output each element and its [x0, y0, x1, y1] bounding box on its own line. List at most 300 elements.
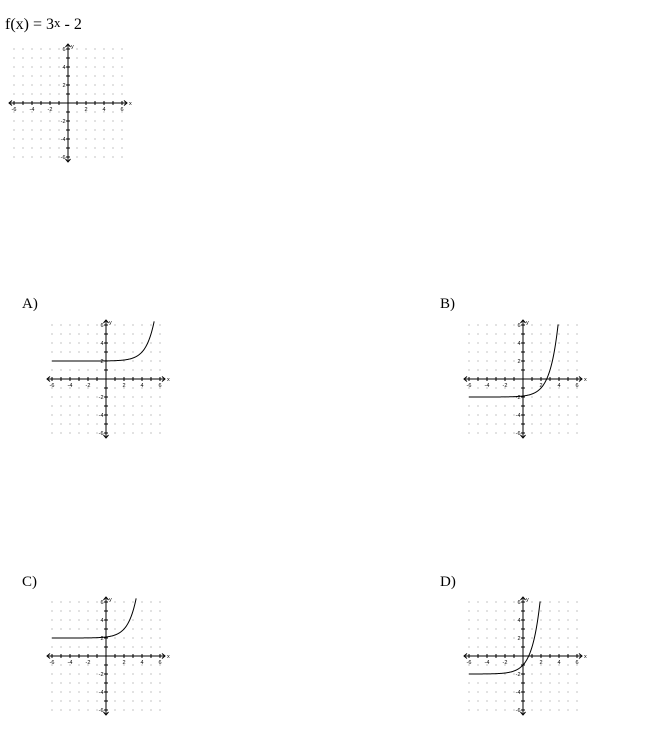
grid-dot: [478, 683, 479, 684]
grid-dot: [79, 352, 80, 353]
grid-dot: [50, 94, 51, 95]
grid-dot: [70, 629, 71, 630]
grid-dot: [568, 647, 569, 648]
y-tick-label: 4: [100, 618, 104, 624]
grid-dot: [478, 701, 479, 702]
grid-dot: [568, 343, 569, 344]
grid-dot: [514, 343, 515, 344]
grid-dot: [61, 433, 62, 434]
x-tick-label: -4: [67, 383, 73, 389]
grid-dot: [541, 424, 542, 425]
grid-dot: [541, 647, 542, 648]
grid-dot: [79, 325, 80, 326]
grid-dot: [577, 620, 578, 621]
grid-dot: [23, 148, 24, 149]
grid-dot: [550, 620, 551, 621]
grid-dot: [532, 638, 533, 639]
y-tick-label: 2: [517, 636, 521, 642]
grid-dot: [541, 397, 542, 398]
grid-dot: [61, 647, 62, 648]
choice-b-graph[interactable]: [460, 316, 586, 442]
x-axis-label: x: [584, 654, 587, 660]
x-tick-label: 6: [575, 660, 579, 666]
grid-dot: [478, 388, 479, 389]
grid-dot: [160, 424, 161, 425]
y-tick-label: -6: [515, 708, 521, 714]
grid-dot: [532, 361, 533, 362]
grid-dot: [41, 67, 42, 68]
grid-dot: [496, 602, 497, 603]
grid-dot: [151, 620, 152, 621]
grid-dot: [59, 112, 60, 113]
grid-dot: [133, 620, 134, 621]
grid-dot: [95, 121, 96, 122]
grid-dot: [77, 49, 78, 50]
grid-dot: [23, 76, 24, 77]
grid-dot: [514, 352, 515, 353]
grid-dot: [550, 361, 551, 362]
grid-dot: [97, 397, 98, 398]
grid-dot: [97, 433, 98, 434]
x-tick-label: 4: [140, 383, 144, 389]
grid-dot: [505, 674, 506, 675]
grid-dot: [59, 67, 60, 68]
grid-dot: [115, 710, 116, 711]
grid-dot: [505, 710, 506, 711]
grid-dot: [505, 424, 506, 425]
x-tick-label: -2: [85, 660, 91, 666]
x-tick-label: -6: [49, 660, 55, 666]
grid-dot: [122, 58, 123, 59]
grid-dot: [41, 94, 42, 95]
grid-dot: [514, 647, 515, 648]
grid-dot: [59, 148, 60, 149]
grid-dot: [52, 370, 53, 371]
grid-dot: [61, 370, 62, 371]
grid-dot: [115, 406, 116, 407]
grid-dot: [97, 611, 98, 612]
grid-dot: [559, 370, 560, 371]
grid-dot: [41, 130, 42, 131]
grid-dot: [487, 352, 488, 353]
grid-dot: [532, 415, 533, 416]
grid-dot: [568, 701, 569, 702]
grid-dot: [23, 130, 24, 131]
grid-dot: [104, 76, 105, 77]
grid-dot: [124, 647, 125, 648]
grid-dot: [487, 325, 488, 326]
y-tick-label: -4: [515, 690, 521, 696]
grid-dot: [95, 76, 96, 77]
grid-dot: [151, 602, 152, 603]
grid-dot: [70, 433, 71, 434]
grid-dot: [70, 602, 71, 603]
grid-dot: [32, 85, 33, 86]
grid-dot: [86, 67, 87, 68]
grid-dot: [151, 683, 152, 684]
grid-dot: [124, 611, 125, 612]
grid-dot: [568, 629, 569, 630]
grid-dot: [59, 130, 60, 131]
y-tick-label: -6: [515, 431, 521, 437]
grid-dot: [478, 334, 479, 335]
grid-dot: [124, 710, 125, 711]
grid-dot: [79, 370, 80, 371]
grid-dot: [88, 433, 89, 434]
grid-dot: [478, 665, 479, 666]
choice-a-graph[interactable]: [43, 316, 169, 442]
grid-dot: [86, 85, 87, 86]
grid-dot: [133, 352, 134, 353]
grid-dot: [496, 388, 497, 389]
grid-dot: [559, 361, 560, 362]
grid-dot: [142, 620, 143, 621]
grid-dot: [133, 325, 134, 326]
y-axis-label: y: [109, 597, 112, 603]
grid-dot: [532, 388, 533, 389]
grid-dot: [79, 683, 80, 684]
grid-dot: [478, 611, 479, 612]
function-exponent: x: [54, 15, 61, 30]
grid-dot: [496, 334, 497, 335]
grid-dot: [496, 710, 497, 711]
grid-dot: [469, 406, 470, 407]
grid-dot: [88, 647, 89, 648]
grid-dot: [151, 370, 152, 371]
grid-dot: [550, 334, 551, 335]
grid-dot: [79, 620, 80, 621]
grid-dot: [122, 85, 123, 86]
grid-dot: [97, 415, 98, 416]
x-tick-label: 4: [557, 383, 561, 389]
grid-dot: [97, 334, 98, 335]
grid-dot: [469, 424, 470, 425]
grid-dot: [23, 139, 24, 140]
x-tick-label: -4: [67, 660, 73, 666]
grid-dot: [505, 361, 506, 362]
grid-dot: [559, 424, 560, 425]
x-tick-label: 6: [158, 383, 162, 389]
grid-dot: [133, 361, 134, 362]
y-tick-label: -4: [98, 413, 104, 419]
grid-dot: [61, 674, 62, 675]
grid-dot: [151, 424, 152, 425]
y-tick-label: 6: [517, 600, 521, 606]
grid-dot: [70, 674, 71, 675]
function-lhs: f(x) = 3: [5, 16, 55, 33]
grid-dot: [86, 76, 87, 77]
grid-dot: [559, 674, 560, 675]
grid-dot: [50, 76, 51, 77]
grid-dot: [88, 620, 89, 621]
grid-dot: [160, 406, 161, 407]
grid-dot: [52, 343, 53, 344]
grid-dot: [59, 157, 60, 158]
grid-dot: [505, 647, 506, 648]
grid-dot: [160, 701, 161, 702]
grid-dot: [124, 683, 125, 684]
x-tick-label: 2: [122, 383, 126, 389]
grid-dot: [532, 370, 533, 371]
grid-dot: [97, 343, 98, 344]
grid-dot: [487, 433, 488, 434]
grid-dot: [97, 352, 98, 353]
grid-dot: [142, 361, 143, 362]
grid-dot: [133, 683, 134, 684]
grid-dot: [97, 710, 98, 711]
x-tick-label: 6: [158, 660, 162, 666]
grid-dot: [124, 361, 125, 362]
grid-dot: [79, 665, 80, 666]
grid-dot: [79, 334, 80, 335]
grid-dot: [151, 647, 152, 648]
choice-label-c[interactable]: C): [22, 574, 37, 590]
grid-dot: [86, 121, 87, 122]
grid-dot: [478, 647, 479, 648]
grid-dot: [95, 94, 96, 95]
choice-c-graph[interactable]: [43, 593, 169, 719]
grid-dot: [32, 58, 33, 59]
grid-dot: [487, 647, 488, 648]
grid-dot: [70, 701, 71, 702]
grid-dot: [23, 58, 24, 59]
grid-dot: [496, 433, 497, 434]
grid-dot: [151, 638, 152, 639]
grid-dot: [52, 647, 53, 648]
grid-dot: [95, 130, 96, 131]
grid-dot: [142, 602, 143, 603]
grid-dot: [133, 665, 134, 666]
grid-dot: [541, 343, 542, 344]
grid-dot: [550, 611, 551, 612]
grid-dot: [469, 602, 470, 603]
grid-dot: [50, 157, 51, 158]
grid-dot: [52, 397, 53, 398]
y-axis-label: y: [526, 597, 529, 603]
y-tick-label: -6: [98, 708, 104, 714]
grid-dot: [469, 647, 470, 648]
grid-dot: [550, 343, 551, 344]
y-tick-label: -6: [60, 155, 66, 161]
grid-dot: [115, 325, 116, 326]
grid-dot: [14, 85, 15, 86]
grid-dot: [541, 620, 542, 621]
grid-dot: [97, 701, 98, 702]
grid-dot: [160, 602, 161, 603]
grid-dot: [514, 665, 515, 666]
grid-dot: [61, 334, 62, 335]
x-tick-label: -2: [502, 383, 508, 389]
grid-dot: [79, 611, 80, 612]
grid-dot: [97, 388, 98, 389]
grid-dot: [133, 424, 134, 425]
grid-dot: [86, 49, 87, 50]
grid-dot: [577, 433, 578, 434]
grid-dot: [113, 58, 114, 59]
grid-dot: [32, 121, 33, 122]
grid-dot: [577, 325, 578, 326]
x-tick-label: -2: [502, 660, 508, 666]
grid-dot: [496, 406, 497, 407]
grid-dot: [505, 611, 506, 612]
grid-dot: [487, 629, 488, 630]
grid-dot: [124, 620, 125, 621]
grid-dot: [469, 334, 470, 335]
grid-dot: [70, 397, 71, 398]
grid-dot: [133, 701, 134, 702]
grid-dot: [88, 406, 89, 407]
grid-dot: [70, 620, 71, 621]
y-axis-label: y: [71, 44, 74, 50]
grid-dot: [541, 611, 542, 612]
grid-dot: [14, 139, 15, 140]
grid-dot: [124, 397, 125, 398]
choice-d-graph[interactable]: [460, 593, 586, 719]
grid-dot: [77, 85, 78, 86]
grid-dot: [496, 361, 497, 362]
x-tick-label: 4: [557, 660, 561, 666]
grid-dot: [478, 415, 479, 416]
grid-dot: [97, 692, 98, 693]
grid-dot: [487, 620, 488, 621]
grid-dot: [95, 112, 96, 113]
grid-dot: [88, 325, 89, 326]
choice-label-d[interactable]: D): [440, 574, 456, 590]
grid-dot: [487, 602, 488, 603]
grid-dot: [532, 352, 533, 353]
grid-dot: [496, 701, 497, 702]
grid-dot: [550, 674, 551, 675]
grid-dot: [124, 424, 125, 425]
grid-dot: [95, 85, 96, 86]
grid-dot: [487, 683, 488, 684]
y-tick-label: -4: [515, 413, 521, 419]
grid-dot: [52, 701, 53, 702]
y-tick-label: 6: [100, 600, 104, 606]
grid-dot: [496, 424, 497, 425]
question-blank-grid: [5, 40, 131, 166]
grid-dot: [478, 343, 479, 344]
grid-dot: [79, 602, 80, 603]
grid-dot: [559, 602, 560, 603]
grid-dot: [41, 148, 42, 149]
grid-dot: [14, 157, 15, 158]
grid-dot: [550, 692, 551, 693]
grid-dot: [41, 76, 42, 77]
grid-dot: [142, 674, 143, 675]
choice-label-a[interactable]: A): [22, 296, 38, 312]
grid-dot: [550, 325, 551, 326]
grid-dot: [115, 620, 116, 621]
grid-dot: [133, 397, 134, 398]
grid-dot: [59, 76, 60, 77]
grid-dot: [568, 334, 569, 335]
grid-dot: [487, 334, 488, 335]
grid-dot: [160, 361, 161, 362]
grid-dot: [97, 370, 98, 371]
grid-dot: [70, 683, 71, 684]
grid-dot: [113, 112, 114, 113]
grid-dot: [104, 94, 105, 95]
grid-dot: [113, 67, 114, 68]
grid-dot: [505, 638, 506, 639]
grid-dot: [505, 692, 506, 693]
grid-dot: [541, 334, 542, 335]
y-tick-label: -6: [98, 431, 104, 437]
grid-dot: [514, 334, 515, 335]
grid-dot: [104, 58, 105, 59]
y-axis-label: y: [109, 320, 112, 326]
grid-dot: [160, 352, 161, 353]
grid-dot: [113, 157, 114, 158]
grid-dot: [568, 370, 569, 371]
grid-dot: [505, 701, 506, 702]
x-tick-label: -6: [466, 660, 472, 666]
grid-dot: [124, 415, 125, 416]
grid-dot: [532, 343, 533, 344]
y-axis-label: y: [526, 320, 529, 326]
grid-dot: [496, 352, 497, 353]
grid-dot: [160, 611, 161, 612]
grid-dot: [478, 620, 479, 621]
grid-dot: [97, 629, 98, 630]
grid-dot: [70, 415, 71, 416]
grid-dot: [541, 638, 542, 639]
grid-dot: [160, 629, 161, 630]
grid-dot: [577, 629, 578, 630]
grid-dot: [577, 415, 578, 416]
grid-dot: [487, 370, 488, 371]
grid-dot: [115, 638, 116, 639]
grid-dot: [95, 67, 96, 68]
grid-dot: [151, 665, 152, 666]
grid-dot: [568, 433, 569, 434]
grid-dot: [487, 692, 488, 693]
grid-dot: [113, 148, 114, 149]
grid-dot: [151, 674, 152, 675]
grid-dot: [550, 701, 551, 702]
grid-dot: [160, 325, 161, 326]
grid-dot: [59, 85, 60, 86]
grid-dot: [32, 139, 33, 140]
y-tick-label: -2: [60, 119, 66, 125]
grid-dot: [577, 638, 578, 639]
grid-dot: [23, 94, 24, 95]
grid-dot: [568, 424, 569, 425]
grid-dot: [514, 674, 515, 675]
grid-dot: [559, 710, 560, 711]
grid-dot: [52, 415, 53, 416]
grid-dot: [550, 433, 551, 434]
grid-dot: [14, 58, 15, 59]
grid-dot: [532, 397, 533, 398]
grid-dot: [532, 674, 533, 675]
grid-dot: [79, 701, 80, 702]
grid-dot: [559, 611, 560, 612]
grid-dot: [50, 58, 51, 59]
grid-dot: [88, 334, 89, 335]
grid-dot: [88, 611, 89, 612]
grid-dot: [469, 415, 470, 416]
grid-dot: [568, 692, 569, 693]
grid-dot: [142, 647, 143, 648]
grid-dot: [478, 638, 479, 639]
grid-dot: [77, 76, 78, 77]
grid-dot: [50, 49, 51, 50]
grid-dot: [70, 710, 71, 711]
choice-label-b[interactable]: B): [440, 296, 455, 312]
grid-dot: [487, 343, 488, 344]
